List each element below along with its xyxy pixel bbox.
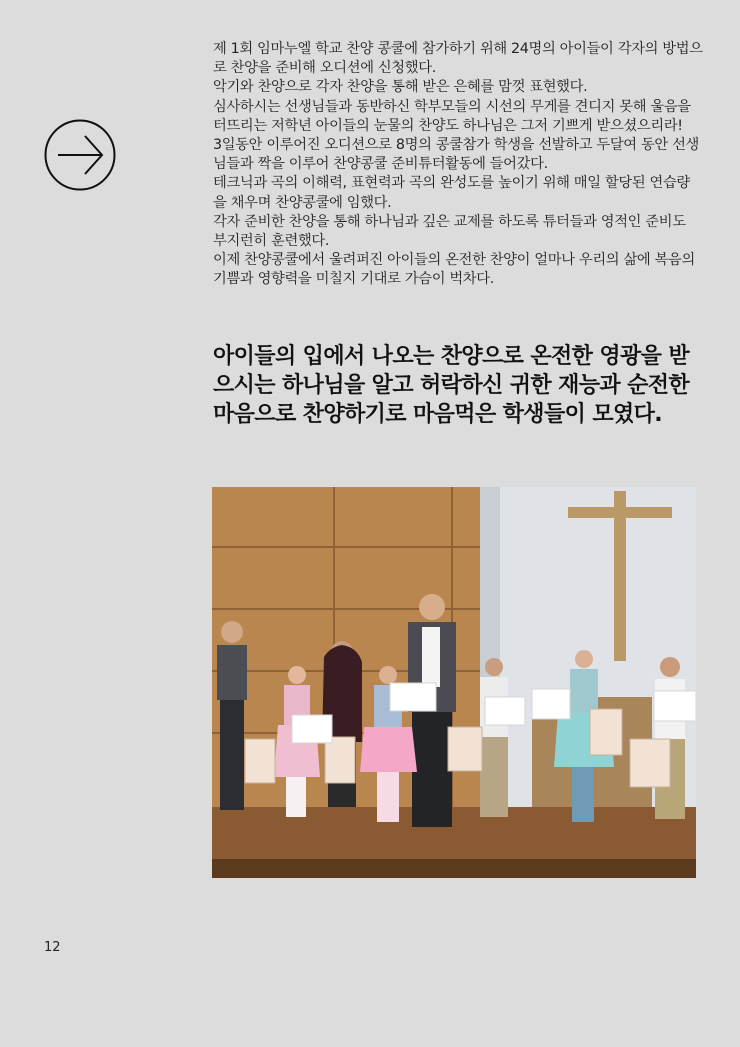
body-paragraph: 악기와 찬양으로 각자 찬양을 통해 받은 은혜를 맘껏 표현했다. bbox=[213, 79, 588, 96]
body-paragraph: 테크닉과 곡의 이해력, 표현력과 곡의 완성도를 높이기 위해 매일 할당된 연습량을 채우며 찬양콩쿨에 임했다. bbox=[213, 175, 690, 211]
body-paragraph: 제 1회 임마누엘 학교 찬양 콩쿨에 참가하기 위해 24명의 아이들이 각자의 방법으로 찬양을 준비해 오디션에 신청했다. bbox=[213, 41, 703, 77]
next-arrow-button[interactable] bbox=[44, 119, 116, 191]
body-paragraph: 이제 찬양콩쿨에서 울려퍼진 아이들의 온전한 찬양이 얼마나 우리의 삶에 복음의 기쁨과 영향력을 미칠지 기대로 가슴이 벅차다. bbox=[213, 252, 695, 288]
pull-quote-headline: 아이들의 입에서 나오는 찬양으로 온전한 영광을 받으시는 하나님을 알고 허락하신 귀한 재능과 순전한 마음으로 찬양하기로 마음먹은 학생들이 모였다. bbox=[213, 344, 690, 427]
body-paragraph: 심사하시는 선생님들과 동반하신 학부모들의 시선의 무게를 견디지 못해 울음을 터뜨리는 저학년 아이들의 눈물의 찬양도 하나님은 그저 기쁘게 받으셨으리라! bbox=[213, 98, 691, 134]
arrow-right-icon bbox=[44, 119, 116, 191]
event-photo bbox=[212, 487, 696, 878]
body-paragraph: 각자 준비한 찬양을 통해 하나님과 깊은 교제를 하도록 튜터들과 영적인 준비도 부지런히 훈련했다. bbox=[213, 213, 686, 250]
body-paragraph: 3일동안 이루어진 오디션으로 8명의 콩쿨참가 학생을 선발하고 두달여 동안 선생님들과 짝을 이루어 찬양콩쿨 준비튜터활동에 들어갔다. bbox=[213, 137, 699, 173]
article-body bbox=[213, 40, 703, 290]
page-number: 12 bbox=[44, 940, 61, 955]
